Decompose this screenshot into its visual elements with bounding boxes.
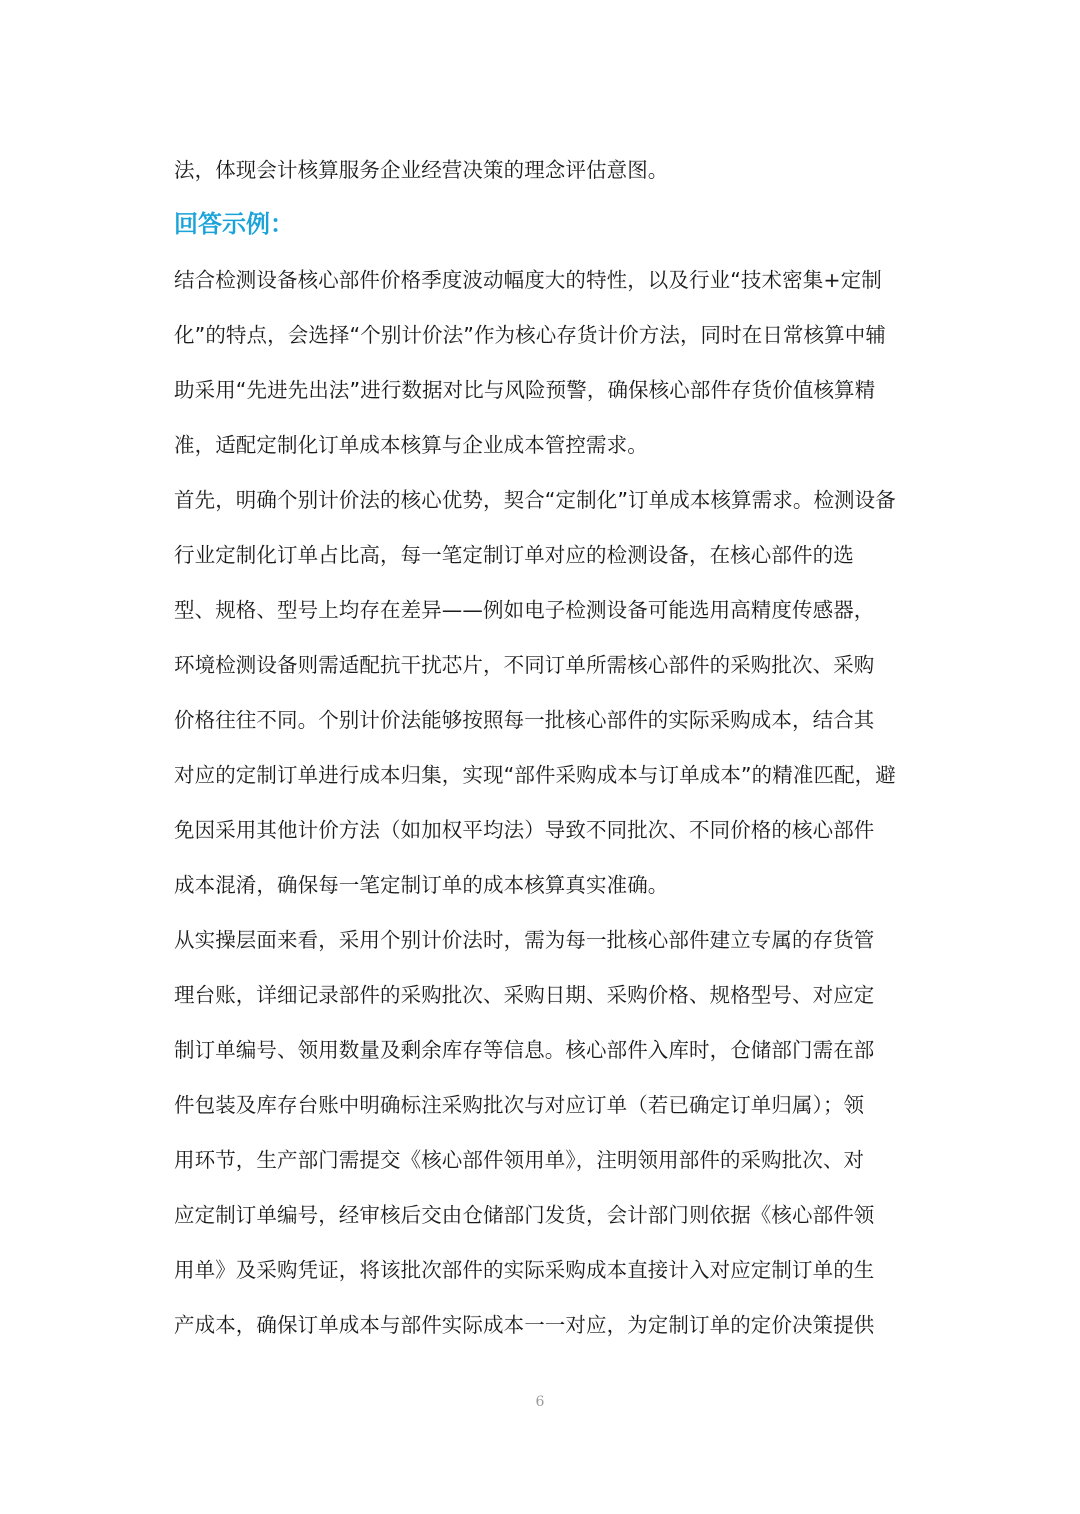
text-line: 成本混淆，确保每一笔定制订单的成本核算真实准确。 <box>174 873 669 897</box>
text-line: 免因采用其他计价方法（如加权平均法）导致不同批次、不同价格的核心部件 <box>174 818 875 842</box>
intro-line: 法，体现会计核算服务企业经营决策的理念评估意图。 <box>174 158 669 182</box>
text-line: 产成本，确保订单成本与部件实际成本一一对应，为定制订单的定价决策提供 <box>174 1313 875 1337</box>
text-line: 应定制订单编号，经审核后交由仓储部门发货，会计部门则依据《核心部件领 <box>174 1203 875 1227</box>
text-line: 首先，明确个别计价法的核心优势，契合“定制化”订单成本核算需求。检测设备 <box>174 488 896 512</box>
text-line: 环境检测设备则需适配抗干扰芯片，不同订单所需核心部件的采购批次、采购 <box>174 653 875 677</box>
text-line: 准，适配定制化订单成本核算与企业成本管控需求。 <box>174 433 648 457</box>
text-line: 用环节，生产部门需提交《核心部件领用单》，注明领用部件的采购批次、对 <box>174 1148 865 1172</box>
text-line: 化”的特点，会选择“个别计价法”作为核心存货计价方法，同时在日常核算中辅 <box>174 323 886 347</box>
text-line: 理台账，详细记录部件的采购批次、采购日期、采购价格、规格型号、对应定 <box>174 983 875 1007</box>
text-line: 从实操层面来看，采用个别计价法时，需为每一批核心部件建立专属的存货管 <box>174 928 875 952</box>
text-line: 件包装及库存台账中明确标注采购批次与对应订单（若已确定订单归属）；领 <box>174 1093 865 1117</box>
text-line: 对应的定制订单进行成本归集，实现“部件采购成本与订单成本”的精准匹配，避 <box>174 763 896 787</box>
text-line: 结合检测设备核心部件价格季度波动幅度大的特性，以及行业“技术密集+定制 <box>174 268 882 292</box>
text-line: 助采用“先进先出法”进行数据对比与风险预警，确保核心部件存货价值核算精 <box>174 378 876 402</box>
text-line: 价格往往不同。个别计价法能够按照每一批核心部件的实际采购成本，结合其 <box>174 708 875 732</box>
text-line: 用单》及采购凭证，将该批次部件的实际采购成本直接计入对应定制订单的生 <box>174 1258 875 1282</box>
answer-example-heading: 回答示例： <box>174 210 294 238</box>
page-number: 6 <box>535 1394 545 1410</box>
text-line: 行业定制化订单占比高，每一笔定制订单对应的检测设备，在核心部件的选 <box>174 543 854 567</box>
text-line: 型、规格、型号上均存在差异——例如电子检测设备可能选用高精度传感器， <box>174 598 875 622</box>
text-line: 制订单编号、领用数量及剩余库存等信息。核心部件入库时，仓储部门需在部 <box>174 1038 875 1062</box>
